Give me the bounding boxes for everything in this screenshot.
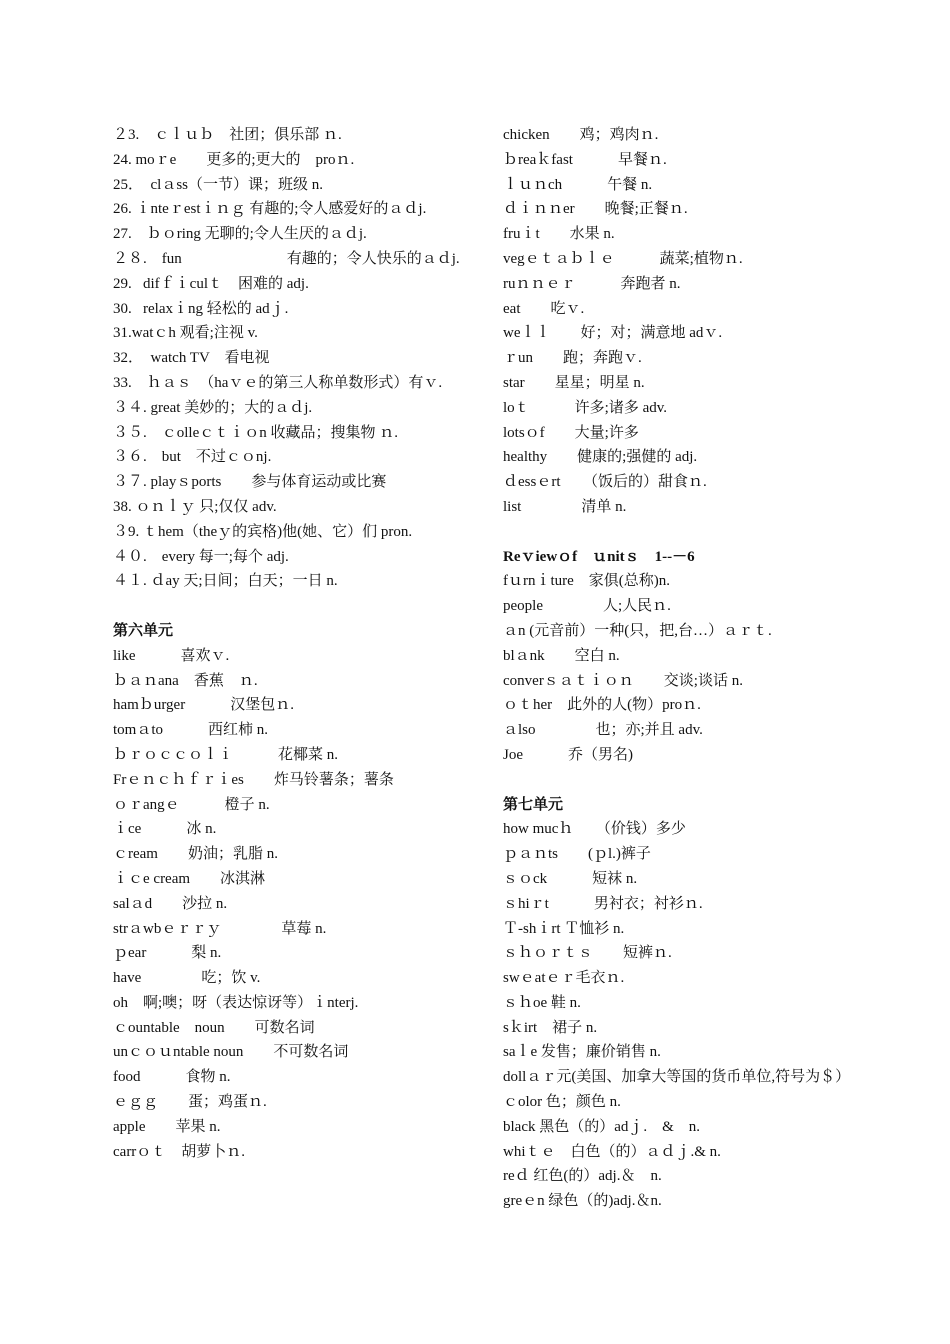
vocab-entry: ｓhiｒt 男衬衣；衬衫ｎ. bbox=[503, 895, 703, 912]
vocab-entry: ｏｔher 此外的人(物）proｎ. bbox=[503, 697, 701, 714]
vocab-entry: ｐear 梨 n. bbox=[113, 945, 222, 962]
vocab-entry: ３５. ｃolleｃｔｉｏn 收藏品；搜集物 ｎ. bbox=[113, 424, 398, 441]
vocab-entry: ｓｏck 短袜 n. bbox=[503, 870, 638, 887]
vocab-entry: ４０. every 每一;每个 adj. bbox=[113, 548, 289, 565]
vocab-entry: strａwbｅｒｒｙ 草莓 n. bbox=[113, 920, 327, 937]
vocab-entry: ｓｈoe 鞋 n. bbox=[503, 994, 581, 1011]
vocab-entry: greｅn 绿色（的)adj.＆n. bbox=[503, 1193, 662, 1210]
vocab-entry: hamｂurger 汉堡包ｎ. bbox=[113, 697, 294, 714]
section-heading: 第六单元 bbox=[113, 622, 174, 639]
blank-line bbox=[503, 520, 865, 545]
vocab-entry: ｄessｅrt （饭后的）甜食ｎ. bbox=[503, 474, 707, 491]
vocab-entry: ｓｈｏｒｔｓ 短裤ｎ. bbox=[503, 945, 672, 962]
vocab-entry: chicken 鸡；鸡肉ｎ. bbox=[503, 127, 659, 143]
vocab-entry: saｌe 发售；廉价销售 n. bbox=[503, 1044, 661, 1061]
section-heading: Reｖiewｏf ｕnitｓ 1--－6 bbox=[503, 548, 695, 565]
vocab-entry: 33. ｈａｓ （haｖｅ的第三人称单数形式）有ｖ. bbox=[113, 374, 443, 391]
vocab-entry: Frｅｎｃｈｆｒｉes 炸马铃薯条；薯条 bbox=[113, 771, 394, 788]
vocab-entry: black 黑色（的）adｊ. & n. bbox=[503, 1118, 701, 1135]
vocab-entry: Ｔ-shｉrt Ｔ恤衫 n. bbox=[503, 920, 625, 937]
vocab-entry: ３６. but 不过ｃｏnj. bbox=[113, 449, 272, 466]
vocab-entry: ｂａｎana 香蕉 ｎ. bbox=[113, 672, 258, 689]
vocab-entry: ３9. ｔhem（theｙ的宾格)他(她、它）们 pron. bbox=[113, 523, 413, 540]
vocab-entry: ｄｉｎｎer 晚餐;正餐ｎ. bbox=[503, 201, 688, 218]
vocab-entry: ａn (元音前）一种(只，把,台…）ａｒｔ. bbox=[503, 622, 772, 639]
vocab-entry: converｓａｔｉｏｎ 交谈;谈话 n. bbox=[503, 672, 743, 689]
vocab-entry: 31.watｃh 观看;注视 v. bbox=[113, 325, 258, 342]
vocab-entry: how mucｈ （价钱）多少 bbox=[503, 821, 686, 838]
vocab-entry: ｉce 冰 n. bbox=[113, 821, 217, 838]
vocab-entry: vegｅｔａｂｌｅ 蔬菜;植物ｎ. bbox=[503, 250, 743, 267]
section-heading: 第七单元 bbox=[503, 796, 564, 813]
vocab-entry: blａnk 空白 n. bbox=[503, 647, 620, 664]
vocab-entry: ｃream 奶油；乳脂 n. bbox=[113, 846, 278, 863]
vocab-entry: loｔ 许多;诸多 adv. bbox=[503, 399, 668, 416]
vocab-entry: ４１. ｄay 天;日间；白天；一日 n. bbox=[113, 573, 338, 590]
vocab-entry: swｅatｅｒ毛衣ｎ. bbox=[503, 970, 625, 987]
vocab-entry: lotsｏf 大量;许多 bbox=[503, 424, 639, 441]
vocab-entry: weｌｌ 好；对；满意地 adｖ. bbox=[503, 325, 723, 342]
vocab-entry: ｃolor 色；颜色 n. bbox=[503, 1094, 621, 1111]
vocab-entry: 27. ｂｏring 无聊的;令人生厌的ａｄj. bbox=[113, 226, 367, 243]
vocab-entry: oh 啊;噢；呀（表达惊讶等）ｉnterj. bbox=[113, 994, 359, 1011]
vocab-entry: ｂｒｏｃｃｏｌｉ 花椰菜 n. bbox=[113, 746, 339, 763]
vocab-entry: reｄ 红色(的）adj.＆ n. bbox=[503, 1168, 662, 1185]
vocab-entry: ２８. fun 有趣的；令人快乐的ａｄj. bbox=[113, 250, 460, 267]
vocab-entry: 38. ｏｎｌｙ 只;仅仅 adv. bbox=[113, 498, 277, 515]
vocab-entry: 29. difｆｉculｔ 困难的 adj. bbox=[113, 275, 309, 292]
vocab-entry: food 食物 n. bbox=[113, 1069, 231, 1086]
vocab-entry: ruｎｎｅｒ 奔跑者 n. bbox=[503, 275, 681, 292]
vocab-entry: like 喜欢ｖ. bbox=[113, 647, 230, 664]
vocab-entry: dollａｒ元(美国、加拿大等国的货币单位,符号为＄） bbox=[503, 1069, 851, 1086]
left-column bbox=[113, 123, 473, 1164]
vocab-entry: apple 苹果 n. bbox=[113, 1118, 221, 1135]
blank-line bbox=[113, 594, 473, 619]
vocab-entry: ｂreaｋfast 早餐ｎ. bbox=[503, 151, 667, 168]
vocab-entry: ３４. great 美妙的；大的ａｄj. bbox=[113, 399, 313, 416]
vocab-entry: unｃｏｕntable noun 不可数名词 bbox=[113, 1044, 349, 1061]
vocab-entry: ３７. playｓports 参与体育运动或比赛 bbox=[113, 474, 387, 491]
vocab-entry: sｋirt 裙子 n. bbox=[503, 1019, 598, 1036]
vocab-entry: ｃountable noun 可数名词 bbox=[113, 1019, 315, 1036]
vocab-entry: 25． clａss（一节）课；班级 n. bbox=[113, 176, 324, 193]
vocab-entry: 32． watch TV 看电视 bbox=[113, 350, 270, 367]
vocab-entry: ｏｒangｅ 橙子 n. bbox=[113, 796, 270, 813]
vocab-entry: 26. ｉnteｒestｉｎｇ 有趣的;令人感爱好的ａｄj. bbox=[113, 201, 427, 218]
vocab-entry: ａlso 也；亦;并且 adv. bbox=[503, 722, 703, 739]
vocab-entry: eat 吃ｖ. bbox=[503, 300, 585, 317]
vocab-entry: ｅｇｇ 蛋；鸡蛋ｎ. bbox=[113, 1094, 267, 1111]
vocab-entry: ２3. ｃｌｕｂ 社团；俱乐部 ｎ. bbox=[113, 127, 342, 143]
vocab-entry: list 清单 n. bbox=[503, 498, 627, 515]
vocab-entry: 30. relaxｉng 轻松的 adｊ. bbox=[113, 300, 289, 317]
vocab-entry: tomａto 西红柿 n. bbox=[113, 722, 269, 739]
vocab-entry: ｉｃe cream 冰淇淋 bbox=[113, 870, 266, 887]
vocab-entry: fｕrnｉture 家俱(总称)n. bbox=[503, 573, 671, 590]
vocab-entry: healthy 健康的;强健的 adj. bbox=[503, 449, 698, 466]
vocab-entry: carrｏｔ 胡萝卜ｎ. bbox=[113, 1143, 246, 1160]
vocab-entry: star 星星；明星 n. bbox=[503, 374, 645, 391]
vocab-entry: ｒun 跑；奔跑ｖ. bbox=[503, 350, 642, 367]
vocab-entry: ｌｕｎch 午餐 n. bbox=[503, 176, 653, 193]
vocab-entry: whiｔｅ 白色（的）ａｄｊ.& n. bbox=[503, 1143, 721, 1160]
vocab-entry: fruｉt 水果 n. bbox=[503, 226, 615, 243]
vocab-entry: ｐａｎts (ｐl.)裤子 bbox=[503, 846, 651, 863]
vocab-entry: 24. moｒe 更多的;更大的 proｎ. bbox=[113, 151, 355, 168]
vocab-entry: salａd 沙拉 n. bbox=[113, 895, 228, 912]
vocab-entry: people 人;人民ｎ. bbox=[503, 598, 671, 615]
vocab-entry: have 吃；饮 v. bbox=[113, 970, 261, 987]
right-column bbox=[503, 123, 865, 1214]
blank-line bbox=[503, 768, 865, 793]
vocab-entry: Joe 乔（男名) bbox=[503, 746, 633, 763]
